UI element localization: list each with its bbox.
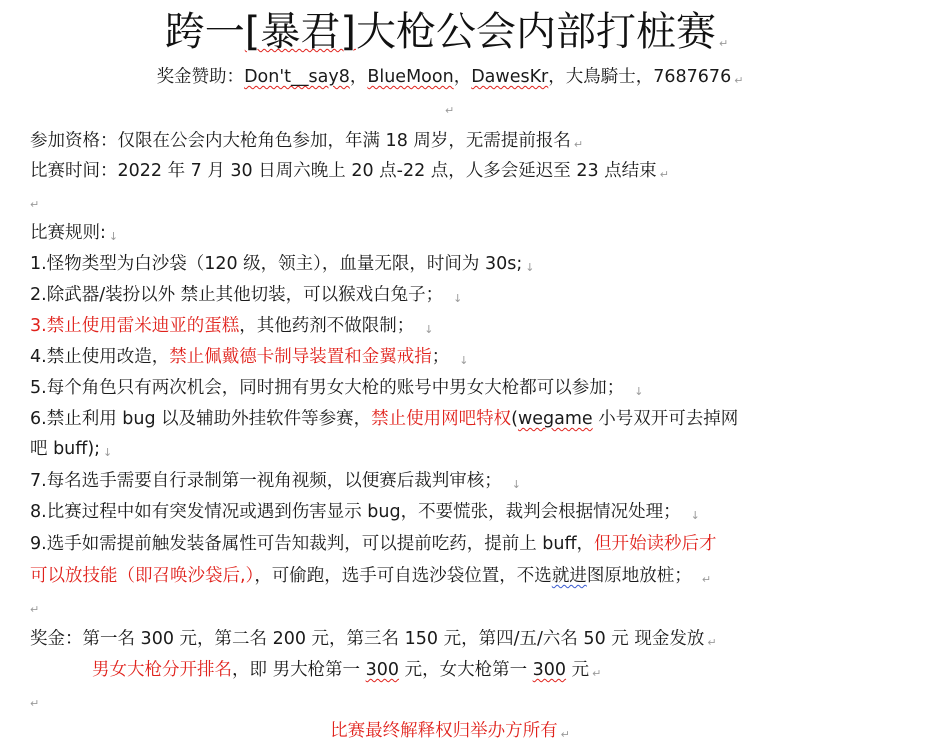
sponsor-name: BlueMoon bbox=[367, 67, 454, 87]
paragraph-mark: ↵ bbox=[30, 603, 40, 616]
closing-statement: 比赛最终解释权归举办方所有 ↵ bbox=[330, 721, 570, 741]
line-break-mark: ↓ bbox=[511, 478, 521, 491]
rule-item-7: 7.每名选手需要自行录制第一视角视频，以便赛后裁判审核； ↓ bbox=[30, 471, 521, 491]
rule-item-1: 1.怪物类型为白沙袋（120 级，领主），血量无限，时间为 30s; ↓ bbox=[30, 254, 535, 274]
paragraph-mark: ↵ bbox=[701, 573, 712, 586]
rule-item-9-continued: 可以放技能（即召唤沙袋后,），可偷跑，选手可自选沙袋位置，不选就进图原地放桩； ↵ bbox=[30, 566, 712, 586]
line-break-mark: ↓ bbox=[525, 261, 535, 274]
line-break-mark: ↓ bbox=[108, 230, 119, 243]
sponsor-name: 7687676 bbox=[653, 67, 732, 87]
sponsor-name: DawesKr bbox=[471, 67, 549, 87]
prize-line: 奖金：第一名 300 元，第二名 200 元，第三名 150 元，第四/五/六名 50 元 现金发放 ↵ bbox=[30, 629, 717, 649]
empty-paragraph bbox=[30, 689, 39, 717]
rule-item-9: 9.选手如需提前触发装备属性可告知裁判，可以提前吃药，提前上 buff，但开始读秒后才 bbox=[30, 534, 717, 554]
paragraph-mark: ↵ bbox=[659, 168, 669, 181]
sponsor-name: Don't__say8 bbox=[244, 67, 350, 87]
prize-ranking-line: 男女大枪分开排名，即 男大枪第一 300 元，女大枪第一 300 元 ↵ bbox=[92, 660, 602, 680]
document-title: 跨一[暴君]大枪公会内部打桩赛 ↵ bbox=[164, 9, 729, 55]
eligibility-line: 参加资格：仅限在公会内大枪角色参加，年满 18 周岁，无需提前报名 ↵ bbox=[30, 131, 584, 151]
sponsors-line: 奖金赞助：Don't__say8，BlueMoon，DawesKr，大鳥騎士，7687676 ↵ bbox=[156, 67, 744, 87]
rule-item-5: 5.每个角色只有两次机会，同时拥有男女大枪的账号中男女大枪都可以参加； ↓ bbox=[30, 378, 644, 398]
rule-item-4: 4.禁止使用改造，禁止佩戴德卡制导装置和金翼戒指； ↓ bbox=[30, 347, 469, 367]
paragraph-mark: ↵ bbox=[30, 198, 40, 211]
empty-paragraph bbox=[30, 595, 39, 623]
line-break-mark: ↓ bbox=[103, 446, 113, 459]
rule-item-6-continued: 吧 buff); ↓ bbox=[30, 439, 113, 459]
paragraph-mark: ↵ bbox=[734, 74, 744, 87]
paragraph-mark: ↵ bbox=[592, 667, 602, 680]
sponsor-name: 大鳥騎士 bbox=[565, 67, 636, 87]
empty-paragraph bbox=[445, 96, 454, 124]
paragraph-mark: ↵ bbox=[30, 697, 40, 710]
paragraph-mark: ↵ bbox=[573, 138, 584, 151]
paragraph-mark: ↵ bbox=[560, 728, 570, 741]
line-break-mark: ↓ bbox=[453, 292, 463, 305]
title-guild-name: [暴君] bbox=[244, 9, 356, 55]
line-break-mark: ↓ bbox=[690, 509, 700, 522]
paragraph-mark: ↵ bbox=[707, 636, 717, 649]
rule-item-2: 2.除武器/装扮以外 禁止其他切装，可以猴戏白兔子； ↓ bbox=[30, 285, 463, 305]
paragraph-mark: ↵ bbox=[719, 37, 729, 50]
rule-item-8: 8.比赛过程中如有突发情况或遇到伤害显示 bug，不要慌张，裁判会根据情况处理； ↓ bbox=[30, 502, 700, 522]
rule-item-6: 6.禁止利用 bug 以及辅助外挂软件等参赛，禁止使用网吧特权(wegame 小号双开可去掉网 bbox=[30, 409, 739, 429]
paragraph-mark: ↵ bbox=[445, 104, 455, 117]
line-break-mark: ↓ bbox=[424, 323, 434, 336]
line-break-mark: ↓ bbox=[634, 385, 644, 398]
time-line: 比赛时间：2022 年 7 月 30 日周六晚上 20 点-22 点，人多会延迟至 23 点结束 ↵ bbox=[30, 161, 669, 181]
empty-paragraph bbox=[30, 190, 39, 218]
rule-item-3: 3.禁止使用雷米迪亚的蛋糕，其他药剂不做限制； ↓ bbox=[30, 316, 434, 336]
rules-heading: 比赛规则: ↓ bbox=[30, 223, 119, 243]
line-break-mark: ↓ bbox=[459, 354, 469, 367]
